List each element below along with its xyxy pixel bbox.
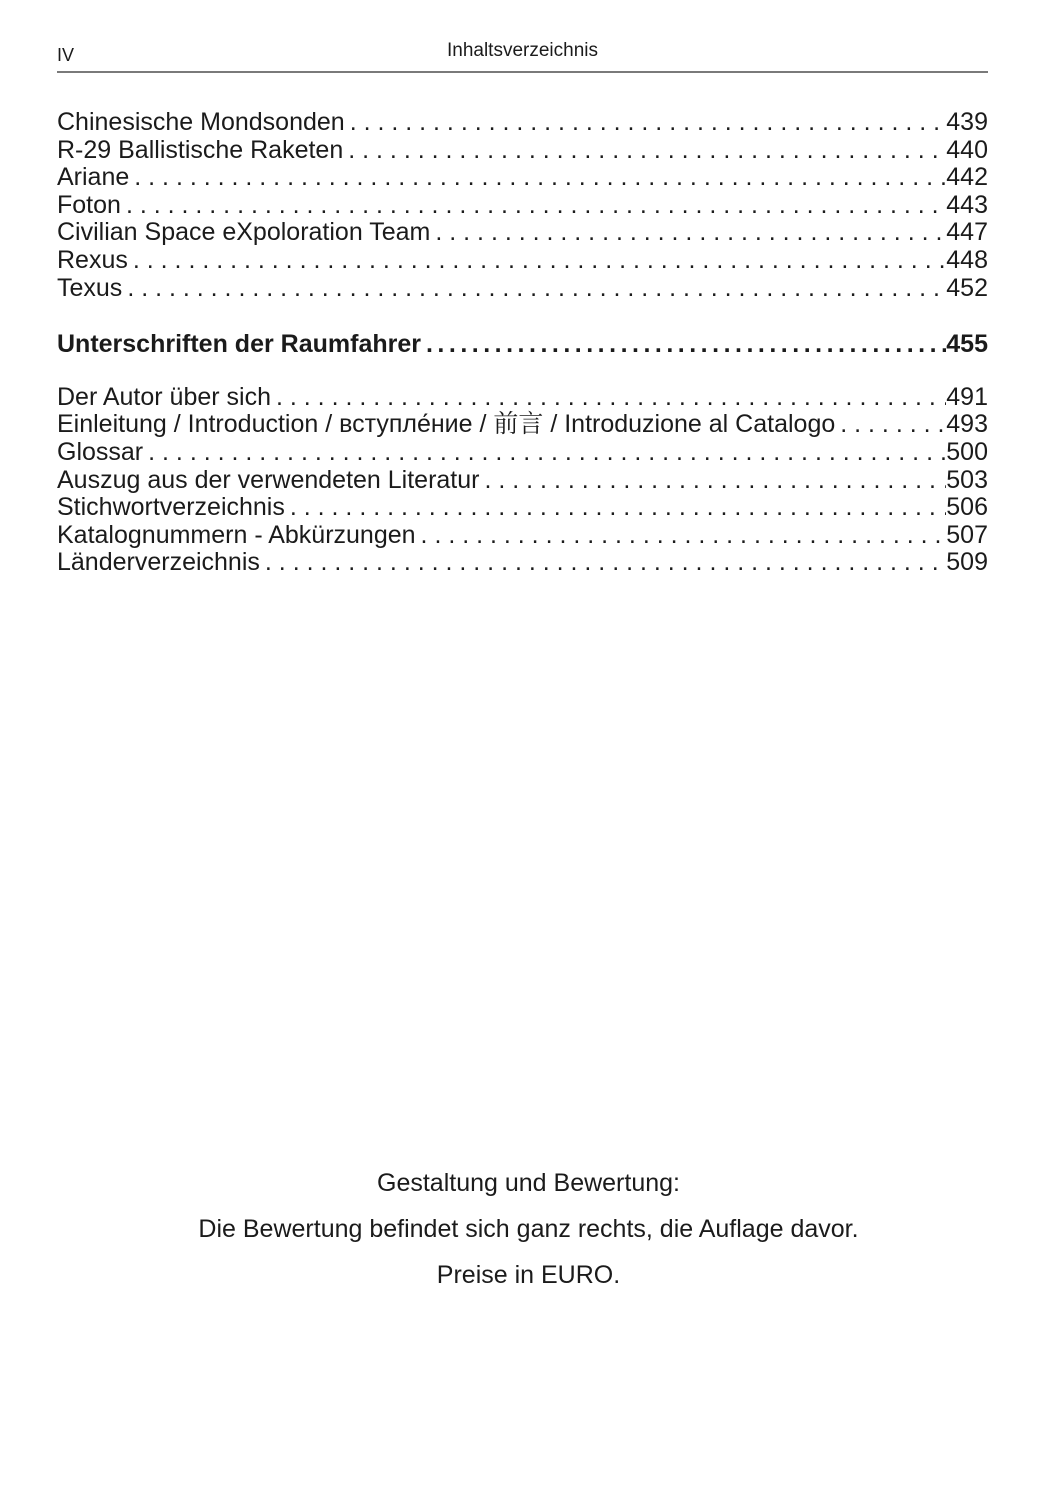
page-title: Inhaltsverzeichnis <box>446 40 599 61</box>
toc-entry-page: 443 <box>946 190 988 219</box>
toc-entry-title: Einleitung / Introduction / вступле́ние / 前言 / Introduzione al Catalogo <box>57 410 836 439</box>
footer-note <box>0 1160 1057 1298</box>
toc-dot-leader <box>484 467 946 495</box>
toc-entry <box>57 247 988 275</box>
toc-entry-page: 442 <box>946 163 988 192</box>
toc-entry <box>57 384 988 412</box>
toc-entry-title: Glossar <box>57 437 144 466</box>
toc-dot-leader <box>421 522 947 550</box>
toc-dot-leader <box>350 109 947 137</box>
toc-dot-leader <box>127 275 946 303</box>
toc-dot-leader <box>126 192 946 220</box>
toc-entry-title: Foton <box>57 190 121 219</box>
toc-dot-leader <box>348 137 946 165</box>
toc-section-entry <box>57 331 988 359</box>
toc-entry-title: Länderverzeichnis <box>57 548 260 577</box>
toc-entry-title: Unterschriften der Raumfahrer <box>57 330 421 359</box>
toc-entry-title: Der Autor über sich <box>57 382 271 411</box>
toc-entry-page: 455 <box>946 330 988 359</box>
toc-entry-title: Katalognummern - Abkürzungen <box>57 520 416 549</box>
toc-entry <box>57 467 988 495</box>
toc-entry <box>57 137 988 165</box>
toc-entry <box>57 164 988 192</box>
footer-note-line: Preise in EURO. <box>436 1261 621 1289</box>
toc-entry <box>57 522 988 550</box>
toc-entry <box>57 494 988 522</box>
toc-entry-page: 506 <box>946 493 988 522</box>
toc-entry-page: 491 <box>946 382 988 411</box>
toc-entry-page: 440 <box>946 135 988 164</box>
toc-dot-leader <box>265 549 946 577</box>
toc-entry-page: 503 <box>946 465 988 494</box>
toc-entry-title: Chinesische Mondsonden <box>57 108 345 136</box>
toc-dot-leader <box>133 247 946 275</box>
page-number-marker: IV <box>57 45 75 65</box>
toc-entry-page: 439 <box>946 108 988 136</box>
toc-entry-page: 448 <box>946 245 988 274</box>
footer-note-line: Die Bewertung befindet sich ganz rechts, die Auflage davor. <box>198 1215 859 1243</box>
toc-dot-leader <box>148 439 946 467</box>
toc-dot-leader <box>840 411 946 439</box>
toc-entry <box>57 549 988 577</box>
toc-dot-leader <box>426 331 946 359</box>
toc-dot-leader <box>276 384 946 412</box>
toc-entry <box>57 219 988 247</box>
toc-entry-page: 509 <box>946 548 988 577</box>
toc-entry-title: R-29 Ballistische Raketen <box>57 135 344 164</box>
toc-entry-page: 447 <box>946 218 988 247</box>
toc-entry <box>57 109 988 137</box>
table-of-contents <box>57 109 988 577</box>
toc-entry-title: Auszug aus der verwendeten Literatur <box>57 465 480 494</box>
toc-entry-title: Rexus <box>57 245 128 274</box>
page-header <box>57 40 988 73</box>
toc-entry-title: Texus <box>57 273 123 302</box>
toc-entry-title: Stichwortverzeichnis <box>57 493 285 522</box>
toc-entry <box>57 439 988 467</box>
footer-note-line: Gestaltung und Bewertung: <box>377 1169 680 1197</box>
toc-entry <box>57 192 988 220</box>
toc-dot-leader <box>134 164 946 192</box>
toc-entry-page: 500 <box>946 437 988 466</box>
toc-entry-page: 493 <box>946 410 988 439</box>
toc-entry-page: 507 <box>946 520 988 549</box>
toc-entry <box>57 275 988 303</box>
toc-dot-leader <box>435 219 946 247</box>
toc-dot-leader <box>290 494 946 522</box>
toc-entry-title: Civilian Space eXpoloration Team <box>57 218 431 247</box>
toc-entry <box>57 411 988 439</box>
page <box>57 0 988 577</box>
toc-entry-title: Ariane <box>57 163 130 192</box>
toc-entry-page: 452 <box>946 273 988 302</box>
